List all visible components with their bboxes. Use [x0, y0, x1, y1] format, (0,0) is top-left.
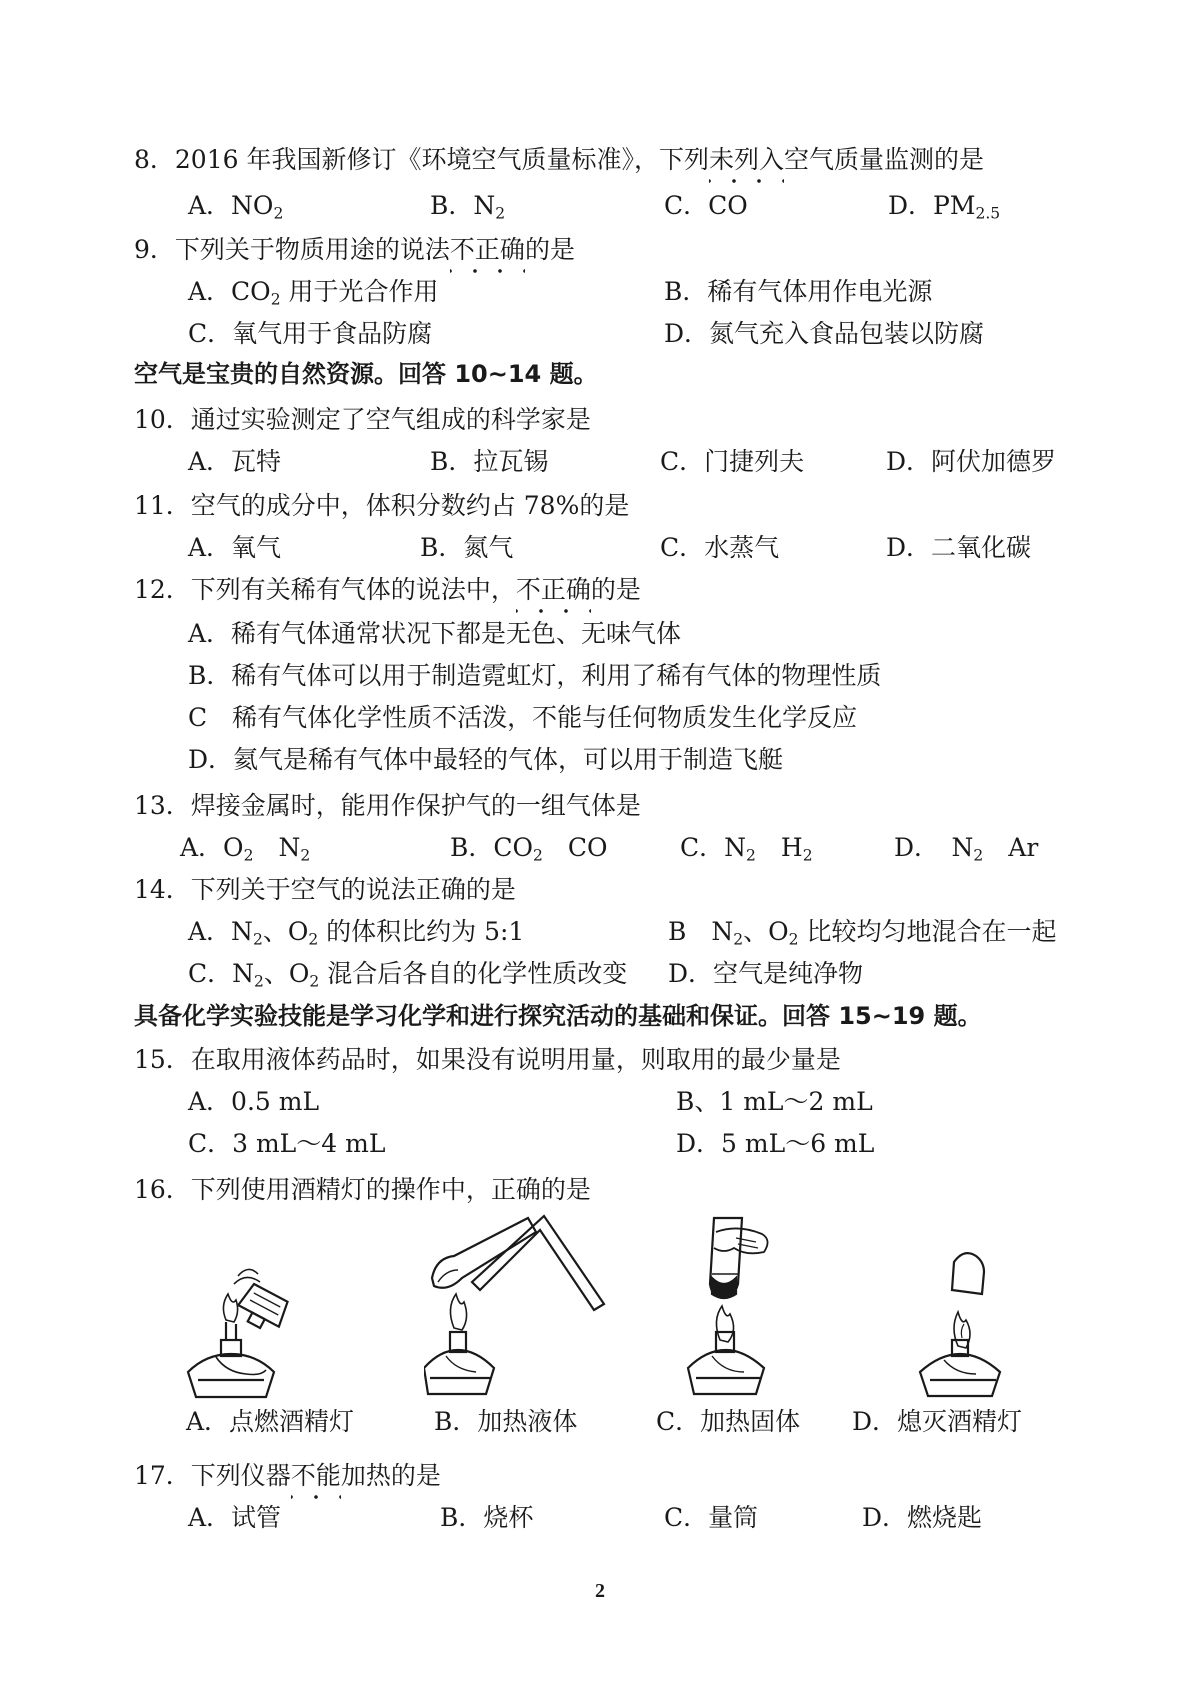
q8-option-c: C．CO [664, 191, 748, 220]
q10-option-c: C．门捷列夫 [660, 447, 805, 476]
q8-option-a: A．$NO_2$ [188, 191, 284, 223]
q13-option-b: B．$CO_2$ CO [450, 833, 608, 865]
emphasis-mark: 未列入 [709, 142, 784, 178]
q12-option-a: A．稀有气体通常状况下都是无色、无味气体 [188, 619, 682, 648]
q16-option-a: A．点燃酒精灯 [186, 1407, 355, 1436]
q15-option-a: A．0.5 mL [188, 1087, 320, 1116]
q8-option-b: B．$N_2$ [430, 191, 506, 223]
figure-a-lighting-lamp [186, 1262, 326, 1402]
page-number: 2 [595, 1580, 605, 1602]
q17-option-c: C．量筒 [664, 1503, 759, 1532]
q16-stem: 16．下列使用酒精灯的操作中，正确的是 [134, 1175, 591, 1204]
q11-option-a: A．氧气 [188, 533, 282, 562]
q17-option-b: B．烧杯 [440, 1503, 534, 1532]
q13-option-c: C．$N_2$ $H_2$ [680, 833, 813, 865]
q17-option-a: A．试管 [188, 1503, 282, 1532]
q8-option-d: D．$PM_{2.5}$ [888, 191, 1001, 223]
q14-option-c: C．$N_2$、$O_2$ 混合后各自的化学性质改变 [188, 959, 628, 991]
figure-d-extinguish-lamp [914, 1250, 1024, 1400]
q16-option-b: B．加热液体 [434, 1407, 578, 1436]
q10-option-b: B．拉瓦锡 [430, 447, 549, 476]
section-heading-2: 具备化学实验技能是学习化学和进行探究活动的基础和保证。回答 15~19 题。 [134, 1002, 982, 1030]
q10-stem: 10．通过实验测定了空气组成的科学家是 [134, 405, 591, 434]
q14-option-b: B $N_2$、$O_2$ 比较均匀地混合在一起 [668, 917, 1057, 949]
q15-stem: 15．在取用液体药品时，如果没有说明用量，则取用的最少量是 [134, 1045, 841, 1074]
q10-option-d: D．阿伏加德罗 [886, 447, 1057, 476]
emphasis-mark: 不能 [291, 1458, 341, 1494]
q15-option-c: C．3 mL～4 mL [188, 1129, 386, 1158]
q8-stem: 8．2016 年我国新修订《环境空气质量标准》，下列未列入空气质量监测的是 [134, 142, 984, 178]
q11-stem: 11．空气的成分中，体积分数约占 78%的是 [134, 491, 630, 520]
q9-option-c: C．氧气用于食品防腐 [188, 319, 433, 348]
q17-stem: 17．下列仪器不能加热的是 [134, 1458, 441, 1494]
q14-stem: 14．下列关于空气的说法正确的是 [134, 875, 516, 904]
q11-option-c: C．水蒸气 [660, 533, 780, 562]
q9-option-d: D．氮气充入食品包装以防腐 [664, 319, 985, 348]
q9-option-b: B．稀有气体用作电光源 [664, 277, 933, 306]
q12-stem: 12．下列有关稀有气体的说法中，不正确的是 [134, 572, 641, 608]
q11-option-d: D．二氧化碳 [886, 533, 1032, 562]
figure-c-heating-solid [686, 1212, 796, 1398]
q15-option-b: B、1 mL～2 mL [676, 1087, 873, 1116]
q13-option-d: D． $N_2$ Ar [894, 833, 1039, 865]
q12-option-d: D．氦气是稀有气体中最轻的气体，可以用于制造飞艇 [188, 745, 784, 774]
q12-option-c: C 稀有气体化学性质不活泼，不能与任何物质发生化学反应 [188, 703, 858, 732]
q15-option-d: D．5 mL～6 mL [676, 1129, 875, 1158]
section-heading-1: 空气是宝贵的自然资源。回答 10~14 题。 [134, 360, 598, 388]
q16-option-d: D．熄灭酒精灯 [852, 1407, 1023, 1436]
emphasis-mark: 不正确 [450, 232, 525, 268]
q13-option-a: A．$O_2$ $N_2$ [180, 833, 311, 865]
q9-option-a: A．$CO_2$ 用于光合作用 [188, 277, 439, 309]
q12-option-b: B．稀有气体可以用于制造霓虹灯，利用了稀有气体的物理性质 [188, 661, 882, 690]
q9-stem: 9．下列关于物质用途的说法不正确的是 [134, 232, 575, 268]
q11-option-b: B．氮气 [420, 533, 514, 562]
emphasis-mark: 不正确 [516, 572, 591, 608]
q14-option-a: A．$N_2$、$O_2$ 的体积比约为 5:1 [188, 917, 525, 949]
q16-option-c: C．加热固体 [656, 1407, 801, 1436]
q10-option-a: A．瓦特 [188, 447, 282, 476]
figure-b-heating-liquid [424, 1208, 624, 1398]
q14-option-d: D．空气是纯净物 [668, 959, 864, 988]
q17-option-d: D．燃烧匙 [862, 1503, 983, 1532]
q13-stem: 13．焊接金属时，能用作保护气的一组气体是 [134, 791, 641, 820]
